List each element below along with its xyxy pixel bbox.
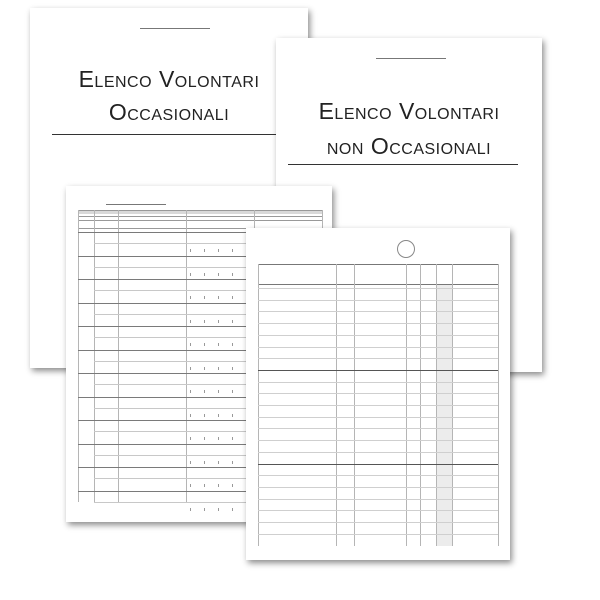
form-row-line <box>258 405 498 406</box>
form-row-line <box>258 311 498 312</box>
form-row-line <box>258 300 498 301</box>
form-cell-tick <box>232 484 233 487</box>
form-cell-tick <box>232 390 233 393</box>
form-cell-tick <box>204 296 205 299</box>
form-row-line <box>258 475 498 476</box>
form-cell-tick <box>190 437 191 440</box>
form-row-line <box>258 382 498 383</box>
form-top-line <box>106 204 166 205</box>
form-row-line <box>258 487 498 488</box>
form-row-line <box>258 370 498 371</box>
form-column-line <box>186 210 187 502</box>
form-cell-tick <box>204 414 205 417</box>
form-cell-tick <box>190 343 191 346</box>
form-cell-tick <box>232 461 233 464</box>
form-cell-tick <box>218 343 219 346</box>
form-row-line <box>258 335 498 336</box>
form-row-line <box>258 288 498 289</box>
form-cell-tick <box>204 249 205 252</box>
cover-title-rule <box>288 164 518 165</box>
cover-title-non-occasionali <box>276 94 542 164</box>
form-cell-tick <box>204 367 205 370</box>
form-row-line <box>258 464 498 465</box>
form-row-line <box>258 522 498 523</box>
form-column-line <box>78 210 79 502</box>
form-cell-tick <box>190 508 191 511</box>
form-cell-tick <box>204 343 205 346</box>
form-cell-tick <box>190 367 191 370</box>
form-table <box>258 264 498 546</box>
form-column-line <box>498 264 499 546</box>
form-cell-tick <box>232 273 233 276</box>
cover-title-line1: Elenco Volontari <box>318 98 500 124</box>
form-cell-tick <box>218 296 219 299</box>
form-cell-tick <box>190 249 191 252</box>
form-cell-tick <box>232 249 233 252</box>
form-cell-tick <box>218 273 219 276</box>
form-row-line <box>258 428 498 429</box>
form-cell-tick <box>232 508 233 511</box>
cover-title-rule <box>52 134 308 135</box>
form-row-line <box>258 323 498 324</box>
form-row-line <box>258 358 498 359</box>
form-cell-tick <box>218 390 219 393</box>
form-cell-tick <box>232 296 233 299</box>
form-cell-tick <box>190 296 191 299</box>
form-cell-tick <box>218 508 219 511</box>
form-header-line <box>258 284 498 285</box>
form-cell-tick <box>218 484 219 487</box>
form-cell-tick <box>190 273 191 276</box>
form-row-line <box>258 510 498 511</box>
form-cell-tick <box>218 320 219 323</box>
form-row-line <box>258 499 498 500</box>
register-form-sheet-right <box>246 228 510 560</box>
form-cell-tick <box>204 320 205 323</box>
cover-title-line1: Elenco Volontari <box>78 66 260 92</box>
form-cell-tick <box>232 320 233 323</box>
form-column-line <box>118 210 119 502</box>
form-cell-tick <box>218 367 219 370</box>
form-header-line <box>78 220 322 221</box>
form-header-line <box>78 216 322 217</box>
form-cell-tick <box>232 343 233 346</box>
form-cell-tick <box>218 461 219 464</box>
form-cell-tick <box>218 414 219 417</box>
form-row-line <box>258 393 498 394</box>
form-cell-tick <box>232 367 233 370</box>
form-cell-tick <box>204 484 205 487</box>
cover-title-occasionali <box>30 63 308 129</box>
form-cell-tick <box>190 484 191 487</box>
form-cell-tick <box>232 414 233 417</box>
cover-title-line2: non Occasionali <box>326 133 492 159</box>
form-cell-tick <box>190 320 191 323</box>
form-row-line <box>258 417 498 418</box>
form-header-line <box>258 264 498 265</box>
form-cell-tick <box>218 249 219 252</box>
form-row-line <box>258 452 498 453</box>
cover-top-line <box>140 28 210 29</box>
form-row-line <box>258 347 498 348</box>
form-cell-tick <box>218 437 219 440</box>
form-cell-tick <box>204 461 205 464</box>
form-cell-tick <box>232 437 233 440</box>
form-row-line <box>258 440 498 441</box>
form-cell-tick <box>204 508 205 511</box>
form-cell-tick <box>190 390 191 393</box>
binder-hole <box>397 240 415 258</box>
form-cell-tick <box>204 437 205 440</box>
form-column-line <box>94 210 95 502</box>
cover-top-line <box>376 58 446 59</box>
form-header-line <box>78 210 322 211</box>
form-row-line <box>258 534 498 535</box>
form-cell-tick <box>190 414 191 417</box>
cover-title-line2: Occasionali <box>108 99 230 125</box>
form-cell-tick <box>204 390 205 393</box>
form-cell-tick <box>204 273 205 276</box>
form-cell-tick <box>190 461 191 464</box>
